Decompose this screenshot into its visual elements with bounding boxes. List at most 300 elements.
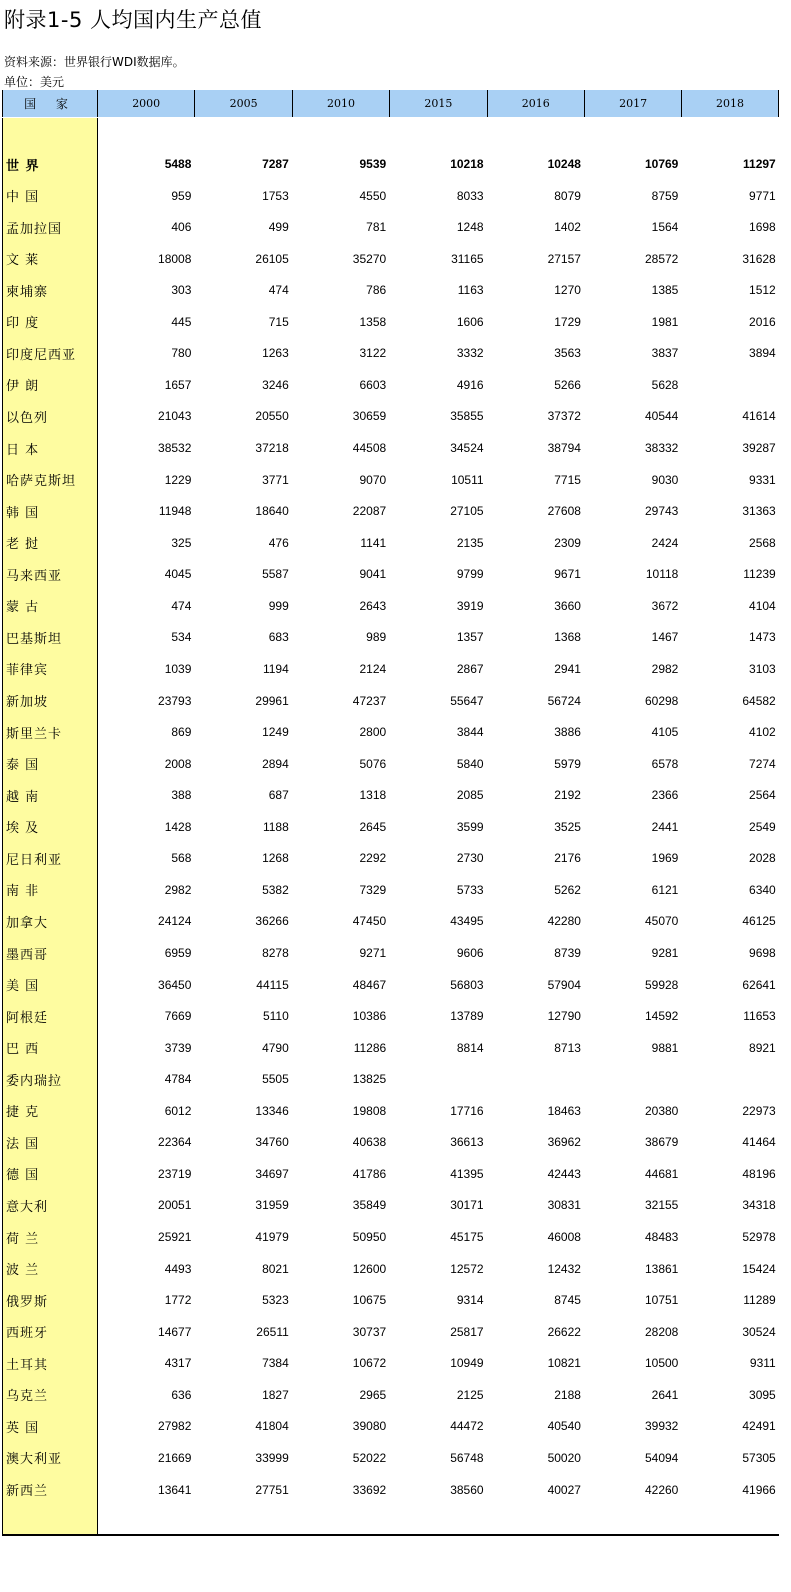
gdp-value-cell: 41395 [450,1166,484,1181]
gdp-value-cell: 2188 [554,1387,581,1402]
gdp-value-cell: 2941 [554,661,581,676]
gdp-value-cell: 5262 [554,882,581,897]
gdp-value-cell: 2800 [359,725,387,740]
gdp-value-cell: 6959 [164,946,192,960]
table-row [2,720,779,744]
gdp-value-cell: 39932 [644,1419,679,1434]
gdp-value-cell: 2441 [651,819,679,834]
gdp-value-cell: 4045 [164,567,192,582]
table-row [2,1193,779,1217]
gdp-value-cell: 7715 [554,472,581,487]
country-name: 乌克兰 [6,1389,49,1405]
country-name: 印度尼西亚 [6,347,77,363]
table-row [2,846,779,870]
country-name: 巴基斯坦 [6,631,63,647]
gdp-value-cell: 9881 [651,1040,679,1055]
table-row [2,1288,779,1312]
country-name: 世 界 [6,158,40,174]
gdp-value-cell: 22087 [352,504,387,519]
gdp-value-cell: 40638 [352,1135,387,1150]
gdp-value-cell: 13789 [450,1009,484,1024]
gdp-value-cell: 683 [268,630,289,645]
table-row [2,1099,779,1123]
gdp-value-cell: 3103 [749,661,776,676]
country-name: 哈萨克斯坦 [6,474,77,490]
gdp-value-cell: 445 [171,314,192,329]
country-name: 委内瑞拉 [6,1073,63,1089]
country-name: 菲律宾 [6,663,49,679]
gdp-value-cell: 59928 [644,977,679,992]
gdp-value-cell: 23793 [158,693,192,708]
gdp-value-cell: 31363 [742,504,776,519]
gdp-value-cell: 1428 [164,819,192,834]
gdp-value-cell: 2564 [749,788,776,803]
gdp-value-cell: 4105 [651,725,679,740]
country-name: 澳大利亚 [6,1452,63,1468]
gdp-value-cell: 5840 [456,756,484,771]
country-name: 墨西哥 [6,947,49,963]
gdp-value-cell: 1753 [262,188,289,203]
table-row [2,941,779,965]
gdp-value-cell: 10386 [352,1009,387,1024]
gdp-value-cell: 1657 [164,377,192,392]
gdp-value-cell: 41804 [255,1419,289,1434]
gdp-value-cell: 10511 [451,472,484,487]
gdp-value-cell: 388 [171,788,192,803]
gdp-value-cell: 52022 [352,1450,387,1465]
gdp-value-cell: 13861 [644,1261,679,1276]
gdp-value-cell: 41786 [352,1166,387,1181]
gdp-value-cell: 6121 [651,882,679,897]
table-row [2,1383,779,1407]
gdp-value-cell: 30737 [352,1324,387,1339]
gdp-value-cell: 44681 [644,1166,679,1181]
gdp-value-cell: 2965 [359,1387,387,1402]
gdp-value-cell: 18463 [547,1103,581,1118]
gdp-value-cell: 14592 [644,1009,679,1024]
gdp-value-cell: 46008 [547,1230,581,1245]
gdp-value-cell: 28572 [644,251,679,266]
gdp-value-cell: 2192 [554,788,581,803]
gdp-value-cell: 42260 [644,1482,679,1497]
gdp-value-cell: 5587 [262,567,289,582]
table-bottom-rule [2,1534,779,1536]
gdp-value-cell: 1188 [262,819,289,834]
gdp-value-cell: 5323 [262,1293,289,1308]
gdp-value-cell: 8745 [554,1293,581,1308]
table-row [2,1478,779,1502]
gdp-value-cell: 869 [171,725,192,740]
gdp-value-cell: 5382 [262,882,289,897]
gdp-value-cell: 48483 [644,1230,679,1245]
gdp-value-cell: 57305 [742,1450,776,1465]
header-year: 2017 [584,90,681,117]
gdp-value-cell: 36962 [547,1135,581,1150]
table-row [2,878,779,902]
gdp-value-cell: 2309 [554,535,581,550]
gdp-value-cell: 10118 [645,567,679,582]
gdp-value-cell: 10672 [352,1356,387,1371]
gdp-value-cell: 3563 [554,346,581,361]
gdp-value-cell: 786 [366,283,387,298]
table-row [2,1162,779,1186]
gdp-value-cell: 1248 [456,220,484,235]
gdp-value-cell: 3525 [554,819,581,834]
gdp-value-cell: 1729 [554,314,581,329]
gdp-value-cell: 1606 [456,314,484,329]
gdp-value-cell: 56803 [450,977,484,992]
gdp-value-cell: 43495 [450,914,484,929]
gdp-value-cell: 39080 [352,1419,387,1434]
country-name: 加拿大 [6,915,49,931]
gdp-value-cell: 9539 [359,157,387,171]
table-row [2,499,779,523]
country-name: 西班牙 [6,1326,49,1342]
gdp-value-cell: 30831 [547,1198,581,1213]
gdp-value-cell: 7274 [749,756,776,771]
country-name: 文 莱 [6,253,40,269]
header-year: 2016 [487,90,584,117]
gdp-value-cell: 3122 [359,346,387,361]
gdp-value-cell: 64582 [742,693,776,708]
gdp-value-cell: 18008 [158,251,192,266]
gdp-value-cell: 32155 [644,1198,679,1213]
gdp-value-cell: 780 [171,346,192,361]
country-name: 泰 国 [6,758,40,774]
gdp-value-cell: 1981 [651,314,679,329]
gdp-value-cell: 999 [268,598,289,613]
gdp-value-cell: 1039 [164,661,192,676]
gdp-value-cell: 303 [171,283,192,298]
gdp-value-cell: 48467 [352,977,387,992]
gdp-value-cell: 2135 [456,535,484,550]
gdp-value-cell: 13825 [352,1072,387,1087]
country-name: 马来西亚 [6,568,63,584]
gdp-value-cell: 4317 [164,1356,192,1371]
table-header-row [2,90,779,117]
gdp-value-cell: 2125 [456,1387,484,1402]
gdp-value-cell: 8713 [554,1040,581,1055]
gdp-value-cell: 3332 [456,346,484,361]
gdp-value-cell: 37218 [255,441,289,456]
gdp-value-cell: 41979 [255,1230,289,1245]
gdp-value-cell: 7287 [262,157,289,171]
gdp-value-cell: 60298 [644,693,679,708]
gdp-value-cell: 29743 [644,504,679,519]
gdp-value-cell: 27157 [547,251,581,266]
gdp-value-cell: 11653 [743,1009,776,1024]
country-name: 巴 西 [6,1042,40,1058]
table-row [2,152,779,176]
gdp-value-cell: 1194 [262,661,289,676]
gdp-value-cell: 27982 [158,1419,192,1434]
gdp-value-cell: 7669 [164,1009,192,1024]
country-name: 伊 朗 [6,379,40,395]
country-name: 德 国 [6,1168,40,1184]
gdp-value-cell: 40540 [547,1419,581,1434]
gdp-value-cell: 9799 [456,567,484,582]
gdp-value-cell: 37372 [547,409,581,424]
gdp-value-cell: 5505 [262,1072,289,1087]
gdp-value-cell: 27105 [450,504,484,519]
table-row [2,815,779,839]
gdp-value-cell: 9311 [749,1356,776,1371]
gdp-value-cell: 10821 [547,1356,581,1371]
table-row [2,657,779,681]
gdp-value-cell: 1969 [651,851,679,866]
gdp-value-cell: 5979 [554,756,581,771]
gdp-value-cell: 28208 [644,1324,679,1339]
gdp-value-cell: 4102 [749,725,776,740]
gdp-value-cell: 38532 [158,441,192,456]
gdp-value-cell: 6578 [651,756,679,771]
gdp-value-cell: 11239 [743,567,776,582]
country-name: 老 挝 [6,537,40,553]
gdp-value-cell: 406 [171,220,192,235]
gdp-value-cell: 10949 [450,1356,484,1371]
gdp-value-cell: 1357 [456,630,484,645]
gdp-value-cell: 11286 [353,1040,387,1055]
gdp-value-cell: 3095 [749,1387,776,1402]
gdp-value-cell: 6340 [749,882,776,897]
gdp-value-cell: 7329 [359,882,387,897]
gdp-value-cell: 1318 [359,788,387,803]
gdp-value-cell: 9671 [554,567,581,582]
gdp-value-cell: 12432 [547,1261,581,1276]
gdp-value-cell: 325 [171,535,192,550]
country-name: 孟加拉国 [6,221,63,237]
gdp-value-cell: 21043 [158,409,192,424]
gdp-value-cell: 20051 [158,1198,192,1213]
gdp-value-cell: 31959 [255,1198,289,1213]
gdp-value-cell: 9771 [749,188,776,203]
gdp-value-cell: 3919 [456,598,484,613]
gdp-value-cell: 35855 [450,409,484,424]
gdp-value-cell: 2982 [651,661,679,676]
table-row [2,1004,779,1028]
gdp-value-cell: 31165 [451,251,484,266]
gdp-value-cell: 30524 [742,1324,776,1339]
gdp-value-cell: 44472 [450,1419,484,1434]
gdp-value-cell: 2894 [262,756,289,771]
gdp-value-cell: 17716 [450,1103,484,1118]
table-row [2,373,779,397]
gdp-value-cell: 9281 [651,946,679,960]
gdp-value-cell: 25921 [158,1230,192,1245]
gdp-value-cell: 1270 [554,283,581,298]
gdp-value-cell: 1268 [262,851,289,866]
gdp-value-cell: 1368 [554,630,581,645]
table-row [2,909,779,933]
table-row [2,625,779,649]
gdp-value-cell: 9041 [359,567,387,582]
header-year: 2000 [97,90,194,117]
gdp-value-cell: 8021 [262,1261,289,1276]
gdp-value-cell: 14677 [158,1324,192,1339]
gdp-value-cell: 39287 [742,441,776,456]
gdp-value-cell: 11948 [158,504,192,519]
gdp-value-cell: 33692 [352,1482,387,1497]
table-row [2,1225,779,1249]
gdp-value-cell: 2292 [359,851,387,866]
gdp-value-cell: 42280 [547,914,581,929]
gdp-value-cell: 2643 [359,598,387,613]
country-name: 柬埔寨 [6,284,49,300]
gdp-value-cell: 959 [171,188,192,203]
gdp-value-cell: 22973 [742,1103,776,1118]
gdp-value-cell: 7384 [262,1356,289,1371]
gdp-per-capita-table [2,90,779,1538]
gdp-value-cell: 568 [171,851,192,866]
gdp-value-cell: 2730 [456,851,484,866]
table-row [2,1446,779,1470]
gdp-value-cell: 2641 [651,1387,679,1402]
table-row [2,689,779,713]
gdp-value-cell: 9314 [456,1293,484,1308]
country-name: 波 兰 [6,1263,40,1279]
gdp-value-cell: 52978 [742,1230,776,1245]
country-name: 南 非 [6,884,40,900]
gdp-value-cell: 534 [171,630,192,645]
gdp-value-cell: 1564 [651,220,679,235]
gdp-value-cell: 13346 [255,1103,289,1118]
gdp-value-cell: 1473 [749,630,776,645]
country-name: 捷 克 [6,1105,40,1121]
country-name: 阿根廷 [6,1010,49,1026]
country-name: 尼日利亚 [6,852,63,868]
gdp-value-cell: 44115 [256,977,289,992]
gdp-value-cell: 8033 [456,188,484,203]
gdp-value-cell: 1229 [164,472,192,487]
table-row [2,468,779,492]
gdp-value-cell: 1141 [360,535,387,550]
gdp-value-cell: 3660 [554,598,581,613]
country-name: 越 南 [6,789,40,805]
gdp-value-cell: 1163 [457,283,484,298]
country-name: 荷 兰 [6,1231,40,1247]
gdp-value-cell: 2366 [651,788,679,803]
gdp-value-cell: 4784 [164,1072,192,1087]
gdp-value-cell: 5488 [164,157,192,171]
table-row [2,752,779,776]
gdp-value-cell: 8278 [262,946,289,960]
unit-note: 单位：美元 [4,75,65,89]
gdp-value-cell: 35270 [352,251,387,266]
gdp-value-cell: 29961 [255,693,289,708]
gdp-value-cell: 47450 [352,914,387,929]
gdp-value-cell: 20550 [255,409,289,424]
gdp-value-cell: 5733 [456,882,484,897]
gdp-value-cell: 5628 [651,377,679,392]
country-name: 土耳其 [6,1357,49,1373]
country-name: 美 国 [6,979,40,995]
gdp-value-cell: 46125 [742,914,776,929]
gdp-value-cell: 41966 [742,1482,776,1497]
gdp-value-cell: 1772 [164,1293,192,1308]
gdp-value-cell: 31628 [742,251,776,266]
gdp-value-cell: 57904 [547,977,581,992]
gdp-value-cell: 35849 [352,1198,387,1213]
table-row [2,436,779,460]
table-row [2,184,779,208]
gdp-value-cell: 10675 [352,1293,387,1308]
gdp-value-cell: 22364 [158,1135,192,1150]
gdp-value-cell: 3844 [456,725,484,740]
table-row [2,1320,779,1344]
gdp-value-cell: 50950 [352,1230,387,1245]
gdp-value-cell: 12790 [547,1009,581,1024]
gdp-value-cell: 687 [268,788,289,803]
gdp-value-cell: 36450 [158,977,192,992]
gdp-value-cell: 4550 [359,188,387,203]
gdp-value-cell: 8921 [749,1040,776,1055]
table-row [2,404,779,428]
country-name: 法 国 [6,1136,40,1152]
country-name: 日 本 [6,442,40,458]
gdp-value-cell: 9271 [359,946,387,960]
gdp-value-cell: 40027 [547,1482,581,1497]
gdp-value-cell: 56724 [547,693,581,708]
gdp-value-cell: 34318 [742,1198,776,1213]
page-title: 附录1-5 人均国内生产总值 [4,8,262,32]
country-name: 以色列 [6,410,49,426]
gdp-value-cell: 10751 [644,1293,679,1308]
gdp-value-cell: 3886 [554,725,581,740]
gdp-value-cell: 2982 [164,882,192,897]
gdp-value-cell: 2085 [456,788,484,803]
gdp-value-cell: 9698 [749,946,776,960]
gdp-value-cell: 2124 [359,661,387,676]
gdp-value-cell: 9606 [456,946,484,960]
gdp-value-cell: 36266 [255,914,289,929]
gdp-value-cell: 4493 [164,1261,192,1276]
gdp-value-cell: 34697 [255,1166,289,1181]
data-source-note: 资料来源：世界银行WDI数据库。 [4,55,185,69]
table-row [2,1067,779,1091]
gdp-value-cell: 38332 [644,441,679,456]
gdp-value-cell: 41464 [742,1135,776,1150]
gdp-value-cell: 474 [171,598,192,613]
table-row [2,310,779,334]
table-row [2,1351,779,1375]
gdp-value-cell: 34760 [255,1135,289,1150]
gdp-value-cell: 40544 [644,409,679,424]
gdp-value-cell: 13641 [158,1482,192,1497]
gdp-value-cell: 27751 [255,1482,289,1497]
gdp-value-cell: 1698 [749,220,776,235]
table-row [2,973,779,997]
gdp-value-cell: 25817 [450,1324,484,1339]
gdp-value-cell: 8814 [456,1040,484,1055]
table-row [2,341,779,365]
gdp-value-cell: 26105 [255,251,289,266]
table-row [2,1130,779,1154]
gdp-value-cell: 36613 [450,1135,484,1150]
gdp-value-cell: 23719 [158,1166,192,1181]
gdp-value-cell: 55647 [450,693,484,708]
gdp-value-cell: 42491 [742,1419,776,1434]
header-country: 国 家 [2,90,97,117]
gdp-value-cell: 56748 [450,1450,484,1465]
gdp-value-cell: 11297 [743,157,776,171]
gdp-value-cell: 1249 [262,725,289,740]
gdp-value-cell: 3246 [262,377,289,392]
gdp-value-cell: 5076 [359,756,387,771]
gdp-value-cell: 45175 [450,1230,484,1245]
table-row [2,278,779,302]
country-name: 新西兰 [6,1484,49,1500]
country-name: 新加坡 [6,695,49,711]
